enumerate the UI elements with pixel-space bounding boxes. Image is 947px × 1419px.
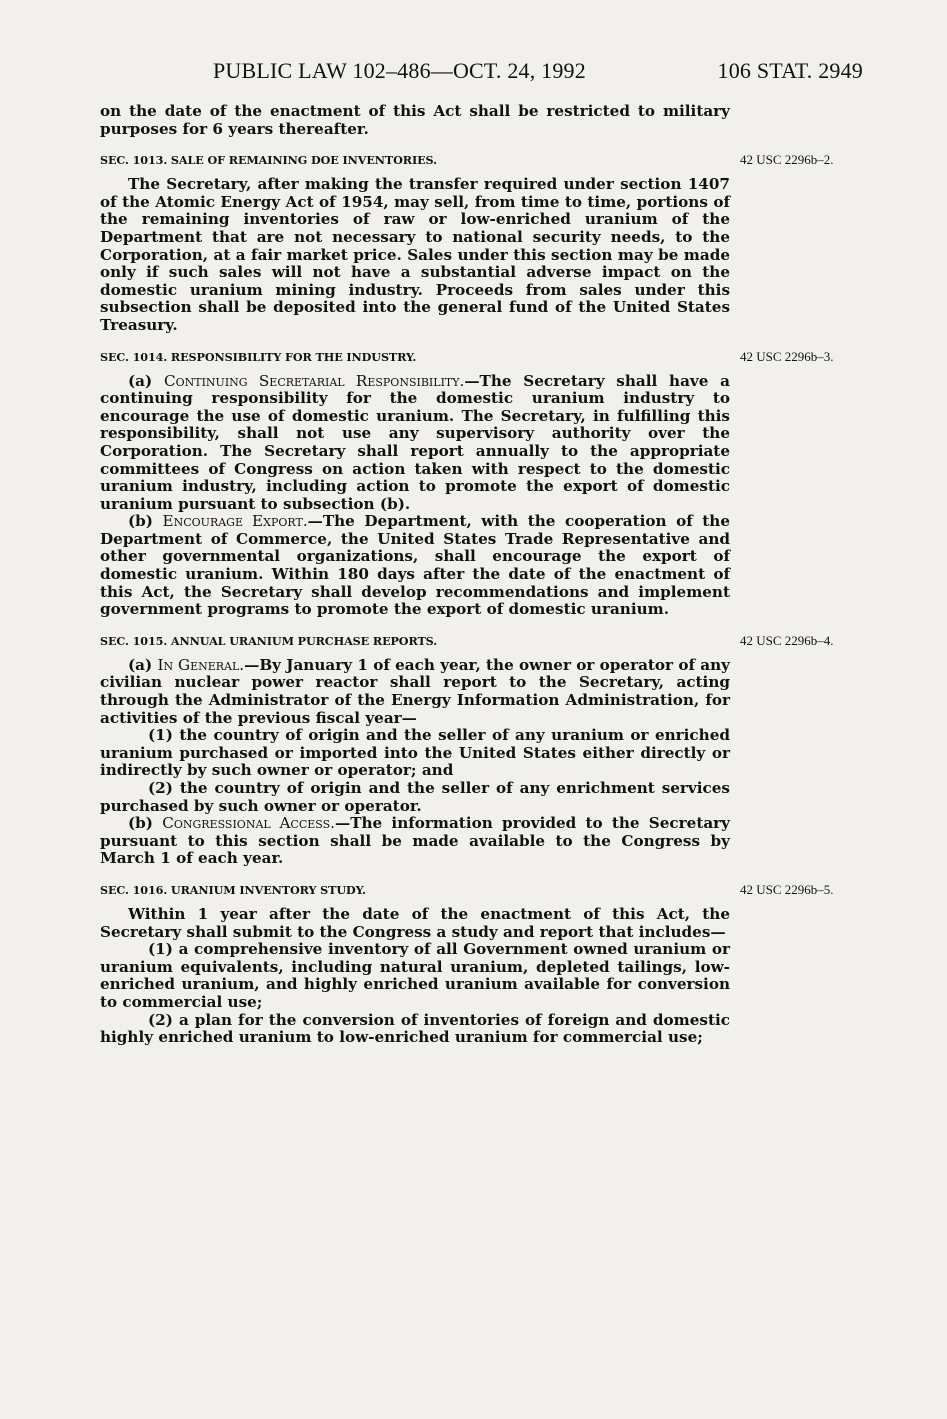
- subsection-a: [100, 657, 730, 727]
- subsection-caption: In General.: [157, 655, 245, 674]
- subsection-caption: Continuing Secretarial Responsibility.: [163, 371, 465, 390]
- section-heading: SEC. 1013. SALE OF REMAINING DOE INVENTORIES.: [100, 153, 437, 168]
- subsection-text: —By January 1 of each year, the owner or operator of any civilian nuclear power reactor shall report to the Secretary, acting through the Administrator of the Energy Information Administration, for activities of the previous fiscal year—: [100, 655, 730, 727]
- section-heading: SEC. 1015. ANNUAL URANIUM PURCHASE REPORTS.: [100, 633, 438, 648]
- document-body: [100, 102, 834, 1047]
- section-1014: [100, 348, 834, 619]
- subsection-label: (a): [128, 371, 164, 390]
- subsection-text: —The information provided to the Secretary pursuant to this section shall be made available to the Congress by March 1 of each year.: [100, 814, 730, 868]
- usc-citation: 42 USC 2296b–5.: [740, 881, 834, 897]
- section-1015: [100, 632, 834, 868]
- subsection-label: (a): [128, 655, 158, 674]
- subsection-b: [100, 815, 730, 868]
- usc-citation: 42 USC 2296b–2.: [740, 152, 834, 168]
- section-paragraph: The Secretary, after making the transfer required under section 1407 of the Atomic Energy Act of 1954, may sell, from time to time, portions of the remaining inventories of raw or low-enriched uranium of the Department that are not necessary to national security needs, to the Corporation, at a fair market price. Sales under this section may be made only if such sales will not have a substantial adverse impact on the domestic uranium mining industry. Proceeds from sales under this subsection shall be deposited into the general fund of the United States Treasury.: [100, 175, 730, 334]
- subsection-label: (b): [128, 512, 163, 531]
- section-1016: [100, 881, 834, 1047]
- subsection-label: (b): [128, 814, 163, 833]
- section-1013: [100, 152, 834, 334]
- statute-reference: 106 STAT. 2949: [717, 58, 863, 83]
- paragraph-1: (1) the country of origin and the seller of any uranium or enriched uranium purchased or imported into the United States either directly or indirectly by such owner or operator; and: [100, 726, 730, 780]
- subsection-a: [100, 373, 730, 514]
- subsection-b: [100, 513, 730, 619]
- section-heading: SEC. 1016. URANIUM INVENTORY STUDY.: [100, 882, 366, 897]
- paragraph-2: (2) the country of origin and the seller of any enrichment services purchased by such owner or operator.: [100, 779, 730, 815]
- page-header: [213, 58, 863, 88]
- section-paragraph: Within 1 year after the date of the enactment of this Act, the Secretary shall submit to the Congress a study and report that includes—: [100, 904, 730, 941]
- law-title: PUBLIC LAW 102–486—OCT. 24, 1992: [213, 58, 586, 83]
- usc-citation: 42 USC 2296b–4.: [740, 632, 834, 648]
- subsection-caption: Congressional Access.: [162, 814, 335, 833]
- paragraph-2: (2) a plan for the conversion of inventories of foreign and domestic highly enriched uranium to low-enriched uranium for commercial use;: [100, 1010, 730, 1047]
- subsection-caption: Encourage Export.: [162, 512, 308, 531]
- intro-paragraph: on the date of the enactment of this Act shall be restricted to military purposes for 6 years thereafter.: [100, 102, 730, 138]
- usc-citation: 42 USC 2296b–3.: [740, 348, 834, 364]
- subsection-text: —The Secretary shall have a continuing responsibility for the domestic uranium industry to encourage the use of domestic uranium. The Secretary, in fulfilling this responsibility, shall not use any supervisory authority over the Corporation. The Secretary shall report annually to the appropriate committees of Congress on action taken with respect to the domestic uranium industry, including action to promote the export of domestic uranium pursuant to subsection (b).: [100, 371, 730, 513]
- subsection-text: —The Department, with the cooperation of the Department of Commerce, the United States Trade Representative and other governmental organizations, shall encourage the export of domestic uranium. Within 180 days after the date of the enactment of this Act, the Secretary shall develop recommendations and implement government programs to promote the export of domestic uranium.: [100, 512, 730, 619]
- paragraph-1: (1) a comprehensive inventory of all Government owned uranium or uranium equivalents, including natural uranium, depleted tailings, low-enriched uranium, and highly enriched uranium available for conversion to commercial use;: [100, 940, 730, 1011]
- section-heading: SEC. 1014. RESPONSIBILITY FOR THE INDUSTRY.: [100, 349, 417, 364]
